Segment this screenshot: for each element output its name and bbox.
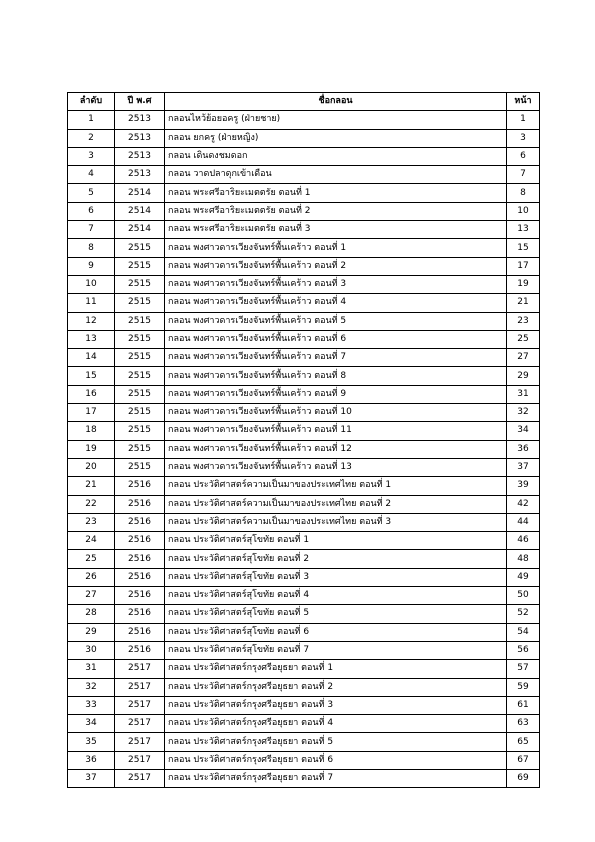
- row-number: 4: [68, 166, 115, 184]
- table-row: [68, 385, 540, 403]
- row-page: 50: [507, 587, 540, 605]
- row-year: 2515: [115, 239, 165, 257]
- row-number: 22: [68, 495, 115, 513]
- row-year: 2516: [115, 568, 165, 586]
- row-poem-title: กลอน ประวัติศาสตร์สุโขทัย ตอนที่ 5: [165, 605, 507, 623]
- row-number: 30: [68, 641, 115, 659]
- row-poem-title: กลอน พงศาวดารเวียงจันทร์พื้นเคร้าว ตอนที่ 3: [165, 275, 507, 293]
- row-year: 2517: [115, 733, 165, 751]
- row-number: 6: [68, 202, 115, 220]
- row-page: 46: [507, 532, 540, 550]
- row-poem-title: กลอน ประวัติศาสตร์สุโขทัย ตอนที่ 4: [165, 587, 507, 605]
- table-row: [68, 769, 540, 787]
- row-page: 27: [507, 349, 540, 367]
- row-page: 34: [507, 422, 540, 440]
- row-year: 2516: [115, 641, 165, 659]
- row-year: 2516: [115, 477, 165, 495]
- table-header-row: [68, 93, 540, 111]
- row-number: 14: [68, 349, 115, 367]
- row-year: 2516: [115, 587, 165, 605]
- row-page: 29: [507, 367, 540, 385]
- row-poem-title: กลอน พงศาวดารเวียงจันทร์พื้นเคร้าว ตอนที่ 10: [165, 404, 507, 422]
- row-poem-title: กลอน ประวัติศาสตร์กรุงศรีอยุธยา ตอนที่ 6: [165, 751, 507, 769]
- table-row: [68, 623, 540, 641]
- header-poem-title: ชื่อกลอน: [165, 93, 507, 111]
- row-poem-title: กลอน พงศาวดารเวียงจันทร์พื้นเคร้าว ตอนที่ 1: [165, 239, 507, 257]
- table-row: [68, 330, 540, 348]
- table-row: [68, 458, 540, 476]
- table-row: [68, 221, 540, 239]
- row-year: 2514: [115, 202, 165, 220]
- row-page: 61: [507, 696, 540, 714]
- row-poem-title: กลอน พงศาวดารเวียงจันทร์พื้นเคร้าว ตอนที่ 9: [165, 385, 507, 403]
- row-year: 2517: [115, 715, 165, 733]
- row-year: 2515: [115, 385, 165, 403]
- row-year: 2516: [115, 550, 165, 568]
- table-row: [68, 404, 540, 422]
- row-number: 31: [68, 660, 115, 678]
- row-year: 2515: [115, 257, 165, 275]
- row-poem-title: กลอน ประวัติศาสตร์กรุงศรีอยุธยา ตอนที่ 7: [165, 769, 507, 787]
- table-row: [68, 184, 540, 202]
- row-poem-title: กลอน ประวัติศาสตร์กรุงศรีอยุธยา ตอนที่ 2: [165, 678, 507, 696]
- row-number: 37: [68, 769, 115, 787]
- row-number: 19: [68, 440, 115, 458]
- row-poem-title: กลอน ประวัติศาสตร์สุโขทัย ตอนที่ 7: [165, 641, 507, 659]
- row-number: 11: [68, 294, 115, 312]
- row-number: 15: [68, 367, 115, 385]
- row-number: 5: [68, 184, 115, 202]
- row-number: 13: [68, 330, 115, 348]
- table-row: [68, 440, 540, 458]
- row-number: 23: [68, 513, 115, 531]
- table-row: [68, 568, 540, 586]
- table-row: [68, 367, 540, 385]
- row-page: 57: [507, 660, 540, 678]
- row-year: 2515: [115, 367, 165, 385]
- row-year: 2516: [115, 623, 165, 641]
- row-poem-title: กลอน ประวัติศาสตร์กรุงศรีอยุธยา ตอนที่ 1: [165, 660, 507, 678]
- row-poem-title: กลอน พงศาวดารเวียงจันทร์พื้นเคร้าว ตอนที่ 12: [165, 440, 507, 458]
- row-poem-title: กลอน วาดปลาดุกเข้าเดือน: [165, 166, 507, 184]
- row-year: 2516: [115, 495, 165, 513]
- table-row: [68, 696, 540, 714]
- row-poem-title: กลอน พงศาวดารเวียงจันทร์พื้นเคร้าว ตอนที่ 7: [165, 349, 507, 367]
- row-page: 52: [507, 605, 540, 623]
- row-number: 12: [68, 312, 115, 330]
- row-number: 8: [68, 239, 115, 257]
- row-year: 2517: [115, 751, 165, 769]
- row-year: 2515: [115, 404, 165, 422]
- row-page: 32: [507, 404, 540, 422]
- row-poem-title: กลอน พงศาวดารเวียงจันทร์พื้นเคร้าว ตอนที่ 8: [165, 367, 507, 385]
- row-page: 63: [507, 715, 540, 733]
- row-year: 2513: [115, 166, 165, 184]
- row-page: 8: [507, 184, 540, 202]
- row-page: 56: [507, 641, 540, 659]
- table-row: [68, 202, 540, 220]
- row-year: 2517: [115, 696, 165, 714]
- row-number: 35: [68, 733, 115, 751]
- row-page: 37: [507, 458, 540, 476]
- row-poem-title: กลอน ประวัติศาสตร์สุโขทัย ตอนที่ 3: [165, 568, 507, 586]
- table-row: [68, 129, 540, 147]
- row-poem-title: กลอน พงศาวดารเวียงจันทร์พื้นเคร้าว ตอนที่ 2: [165, 257, 507, 275]
- row-page: 23: [507, 312, 540, 330]
- poem-index-table: [67, 92, 540, 788]
- header-year: ปี พ.ศ: [115, 93, 165, 111]
- row-poem-title: กลอน ประวัติศาสตร์สุโขทัย ตอนที่ 2: [165, 550, 507, 568]
- row-poem-title: กลอน พระศรีอาริยะเมตตรัย ตอนที่ 1: [165, 184, 507, 202]
- table-row: [68, 550, 540, 568]
- table-row: [68, 147, 540, 165]
- table-row: [68, 275, 540, 293]
- row-poem-title: กลอน ประวัติศาสตร์กรุงศรีอยุธยา ตอนที่ 4: [165, 715, 507, 733]
- row-year: 2516: [115, 605, 165, 623]
- row-poem-title: กลอน ประวัติศาสตร์ความเป็นมาของประเทศไทย ตอนที่ 2: [165, 495, 507, 513]
- row-number: 34: [68, 715, 115, 733]
- row-year: 2517: [115, 769, 165, 787]
- row-poem-title: กลอน ประวัติศาสตร์สุโขทัย ตอนที่ 6: [165, 623, 507, 641]
- row-page: 69: [507, 769, 540, 787]
- row-poem-title: กลอน พระศรีอาริยะเมตตรัย ตอนที่ 2: [165, 202, 507, 220]
- table-row: [68, 678, 540, 696]
- table-row: [68, 641, 540, 659]
- row-poem-title: กลอน ยกครู (ฝ่ายหญิง): [165, 129, 507, 147]
- row-number: 2: [68, 129, 115, 147]
- row-poem-title: กลอน พงศาวดารเวียงจันทร์พื้นเคร้าว ตอนที่ 4: [165, 294, 507, 312]
- row-number: 20: [68, 458, 115, 476]
- row-year: 2517: [115, 678, 165, 696]
- row-poem-title: กลอน พงศาวดารเวียงจันทร์พื้นเคร้าว ตอนที่ 13: [165, 458, 507, 476]
- row-year: 2513: [115, 147, 165, 165]
- row-number: 21: [68, 477, 115, 495]
- row-page: 42: [507, 495, 540, 513]
- table-row: [68, 751, 540, 769]
- row-year: 2514: [115, 221, 165, 239]
- row-page: 39: [507, 477, 540, 495]
- table-row: [68, 166, 540, 184]
- table-row: [68, 422, 540, 440]
- table-row: [68, 715, 540, 733]
- row-poem-title: กลอน ประวัติศาสตร์ความเป็นมาของประเทศไทย ตอนที่ 1: [165, 477, 507, 495]
- row-number: 33: [68, 696, 115, 714]
- row-page: 36: [507, 440, 540, 458]
- row-year: 2515: [115, 458, 165, 476]
- row-page: 7: [507, 166, 540, 184]
- row-number: 3: [68, 147, 115, 165]
- table-row: [68, 294, 540, 312]
- header-number: ลำดับ: [68, 93, 115, 111]
- row-number: 32: [68, 678, 115, 696]
- row-page: 1: [507, 111, 540, 129]
- row-poem-title: กลอน ประวัติศาสตร์ความเป็นมาของประเทศไทย ตอนที่ 3: [165, 513, 507, 531]
- table-body: [68, 111, 540, 788]
- row-page: 21: [507, 294, 540, 312]
- row-page: 44: [507, 513, 540, 531]
- row-year: 2515: [115, 312, 165, 330]
- row-number: 27: [68, 587, 115, 605]
- row-page: 25: [507, 330, 540, 348]
- row-number: 7: [68, 221, 115, 239]
- row-number: 10: [68, 275, 115, 293]
- row-poem-title: กลอน พงศาวดารเวียงจันทร์พื้นเคร้าว ตอนที่ 11: [165, 422, 507, 440]
- table-row: [68, 587, 540, 605]
- row-year: 2513: [115, 129, 165, 147]
- row-number: 1: [68, 111, 115, 129]
- row-year: 2515: [115, 440, 165, 458]
- row-page: 19: [507, 275, 540, 293]
- row-page: 6: [507, 147, 540, 165]
- row-poem-title: กลอน เดินดงชมดอก: [165, 147, 507, 165]
- row-poem-title: กลอน พงศาวดารเวียงจันทร์พื้นเคร้าว ตอนที่ 5: [165, 312, 507, 330]
- row-year: 2515: [115, 294, 165, 312]
- row-page: 17: [507, 257, 540, 275]
- table-row: [68, 349, 540, 367]
- row-page: 15: [507, 239, 540, 257]
- row-number: 36: [68, 751, 115, 769]
- row-number: 17: [68, 404, 115, 422]
- row-number: 9: [68, 257, 115, 275]
- row-page: 3: [507, 129, 540, 147]
- row-year: 2514: [115, 184, 165, 202]
- row-poem-title: กลอน ประวัติศาสตร์สุโขทัย ตอนที่ 1: [165, 532, 507, 550]
- row-number: 24: [68, 532, 115, 550]
- table-row: [68, 733, 540, 751]
- row-poem-title: กลอนไหว้ย้อยอครู (ฝ่ายชาย): [165, 111, 507, 129]
- row-page: 65: [507, 733, 540, 751]
- table-row: [68, 513, 540, 531]
- row-poem-title: กลอน พระศรีอาริยะเมตตรัย ตอนที่ 3: [165, 221, 507, 239]
- row-poem-title: กลอน ประวัติศาสตร์กรุงศรีอยุธยา ตอนที่ 5: [165, 733, 507, 751]
- row-poem-title: กลอน ประวัติศาสตร์กรุงศรีอยุธยา ตอนที่ 3: [165, 696, 507, 714]
- table-row: [68, 660, 540, 678]
- row-number: 29: [68, 623, 115, 641]
- table-row: [68, 605, 540, 623]
- row-page: 13: [507, 221, 540, 239]
- table-row: [68, 111, 540, 129]
- row-page: 48: [507, 550, 540, 568]
- table-row: [68, 239, 540, 257]
- row-year: 2515: [115, 330, 165, 348]
- row-number: 28: [68, 605, 115, 623]
- table-row: [68, 312, 540, 330]
- row-page: 49: [507, 568, 540, 586]
- row-page: 67: [507, 751, 540, 769]
- row-page: 59: [507, 678, 540, 696]
- row-page: 31: [507, 385, 540, 403]
- row-page: 54: [507, 623, 540, 641]
- row-page: 10: [507, 202, 540, 220]
- row-number: 18: [68, 422, 115, 440]
- row-year: 2516: [115, 513, 165, 531]
- table-row: [68, 532, 540, 550]
- header-page: หน้า: [507, 93, 540, 111]
- row-year: 2515: [115, 422, 165, 440]
- row-number: 16: [68, 385, 115, 403]
- row-number: 25: [68, 550, 115, 568]
- row-year: 2517: [115, 660, 165, 678]
- row-poem-title: กลอน พงศาวดารเวียงจันทร์พื้นเคร้าว ตอนที่ 6: [165, 330, 507, 348]
- row-year: 2515: [115, 275, 165, 293]
- table-row: [68, 257, 540, 275]
- row-year: 2515: [115, 349, 165, 367]
- row-number: 26: [68, 568, 115, 586]
- table-row: [68, 477, 540, 495]
- row-year: 2513: [115, 111, 165, 129]
- row-year: 2516: [115, 532, 165, 550]
- table-row: [68, 495, 540, 513]
